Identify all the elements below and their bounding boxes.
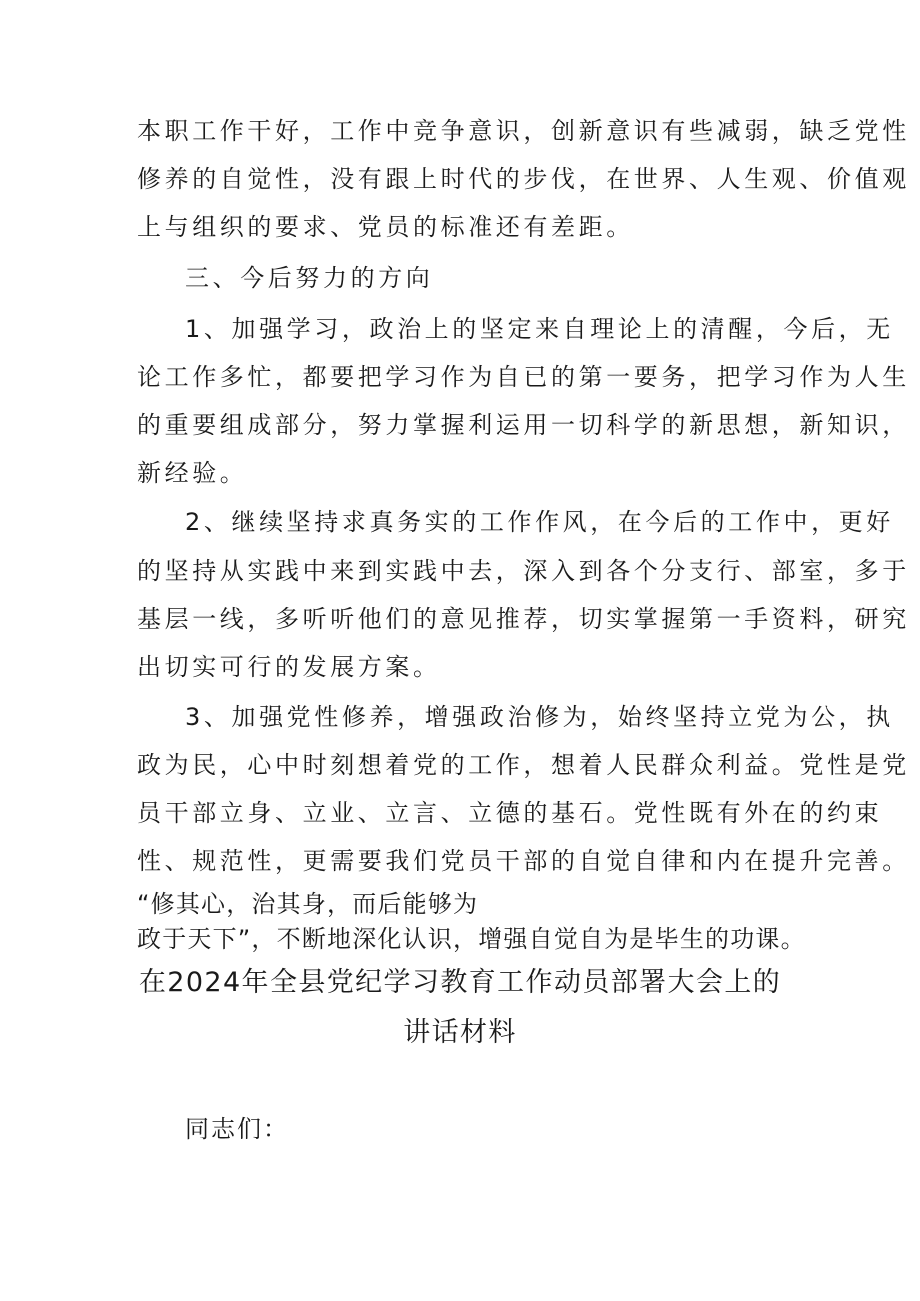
paragraph-line: 2、继续坚持求真务实的工作作风，在今后的工作中，更好: [185, 508, 894, 536]
paragraph-line: 政为民，心中时刻想着党的工作，想着人民群众利益。党性是党: [137, 751, 910, 779]
paragraph-line: 政于天下”，不断地深化认识，增强自觉自为是毕生的功课。: [137, 925, 806, 953]
paragraph-line: 论工作多忙，都要把学习作为自已的第一要务，把学习作为人生: [137, 363, 910, 391]
paragraph-line: 出切实可行的发展方案。: [137, 653, 441, 681]
paragraph-line: 上与组织的要求、党员的标准还有差距。: [137, 213, 634, 241]
section-heading: 三、今后努力的方向: [185, 264, 434, 292]
greeting: 同志们：: [185, 1115, 289, 1143]
paragraph-line: 的坚持从实践中来到实践中去，深入到各个分支行、部室，多于: [137, 557, 910, 585]
document-title: 在2024年全县党纪学习教育工作动员部署大会上的: [138, 967, 782, 998]
paragraph-line: “修其心，治其身，而后能够为: [137, 890, 479, 918]
document-title-line2: 讲话材料: [403, 1017, 517, 1048]
paragraph-line: 新经验。: [137, 459, 248, 487]
paragraph-line: 3、加强党性修养，增强政治修为，始终坚持立党为公，执: [185, 703, 894, 731]
paragraph-line: 的重要组成部分，努力掌握利运用一切科学的新思想，新知识，: [137, 411, 910, 439]
paragraph-line: 员干部立身、立业、立言、立德的基石。党性既有外在的约束: [137, 799, 883, 827]
paragraph-line: 本职工作干好，工作中竞争意识，创新意识有些减弱，缺乏党性: [137, 117, 910, 145]
paragraph-line: 性、规范性，更需要我们党员干部的自觉自律和内在提升完善。: [137, 847, 910, 875]
paragraph-line: 1、加强学习，政治上的坚定来自理论上的清醒，今后，无: [185, 315, 894, 343]
paragraph-line: 修养的自觉性，没有跟上时代的步伐，在世界、人生观、价值观: [137, 165, 910, 193]
paragraph-line: 基层一线，多听听他们的意见推荐，切实掌握第一手资料，研究: [137, 605, 910, 633]
